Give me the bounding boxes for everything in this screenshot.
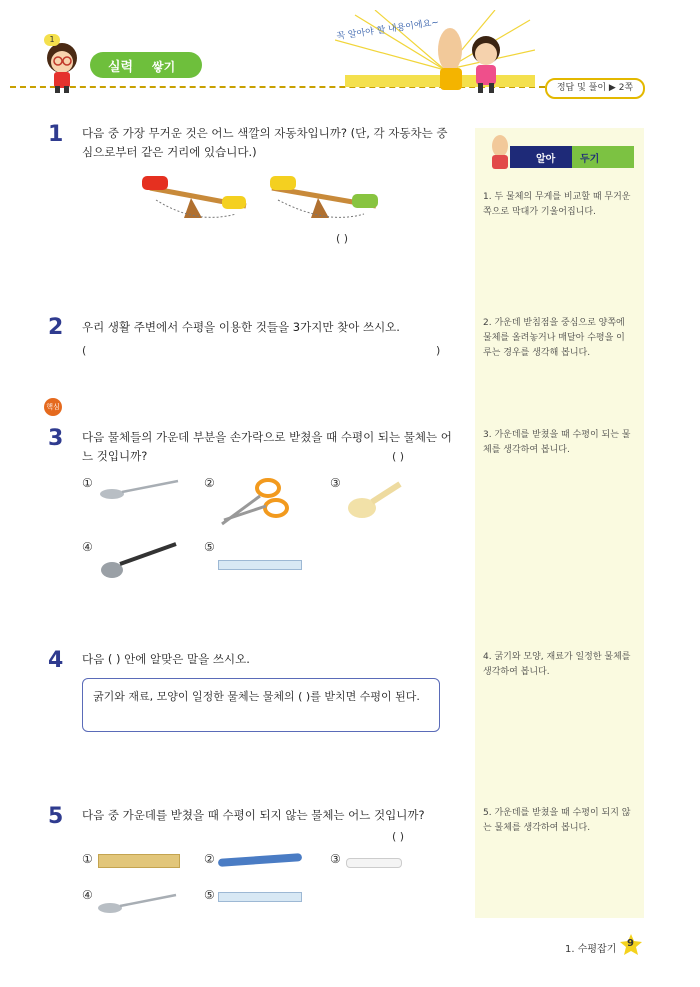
car-seesaw-illustration xyxy=(136,170,396,228)
question-number-4: 4 xyxy=(48,648,64,673)
sidebar-label2: 두기 xyxy=(580,154,600,165)
blue-rod-image xyxy=(218,853,302,867)
page-number: 9 xyxy=(627,938,634,949)
mascot-speech-text: 꼭 알아야 할 내용이에요~ xyxy=(336,17,440,43)
question-number-2: 2 xyxy=(48,315,64,340)
hint-2: 2. 가운데 받침점을 중심으로 양쪽에 물체를 올려놓거나 매달아 수평을 이루는 경우를 생각해 봅니다. xyxy=(483,318,625,358)
section-title-part1: 실력 xyxy=(108,60,134,75)
mascot-girl-image xyxy=(38,38,88,94)
question-number-5: 5 xyxy=(48,804,64,829)
q5-option-4-label[interactable]: ④ xyxy=(82,888,93,902)
spoon-icon xyxy=(96,892,180,916)
fill-in-box-text: 굵기와 재료, 모양이 일정한 물체는 물체의 ( )를 받치면 수평이 된다. xyxy=(93,690,420,703)
key-point-badge: 핵심 xyxy=(44,398,62,416)
question-text-5: 다음 중 가운데를 받쳤을 때 수평이 되지 않는 물체는 어느 것입니까? xyxy=(82,808,425,822)
question-text-1: 다음 중 가장 무거운 것은 어느 색깔의 자동차입니까? (단, 각 자동차는 중심으로부터 같은 거리에 있습니다.) xyxy=(82,126,448,159)
q5-option-5-label[interactable]: ⑤ xyxy=(204,888,215,902)
answer-blank-5[interactable]: ( ) xyxy=(392,830,405,843)
q3-option-2-label[interactable]: ② xyxy=(204,476,215,490)
wooden-block-image xyxy=(98,854,180,868)
rice-paddle-icon xyxy=(344,480,404,524)
sidebar-label1: 알아 xyxy=(536,154,556,165)
q5-option-1-label[interactable]: ① xyxy=(82,852,93,866)
chalk-image xyxy=(346,858,402,868)
answer-blank-3[interactable]: ( ) xyxy=(392,450,405,463)
q5-option-3-label[interactable]: ③ xyxy=(330,852,341,866)
q3-option-3-label[interactable]: ③ xyxy=(330,476,341,490)
sidebar-notes-panel xyxy=(475,128,644,918)
sidebar-header xyxy=(510,146,634,168)
page-number-badge xyxy=(620,934,642,956)
hint-3: 3. 가운데를 받쳤을 때 수평이 되는 물체를 생각하여 봅니다. xyxy=(483,430,631,455)
hint-1: 1. 두 물체의 무게를 비교할 때 무거운 쪽으로 막대가 기울어집니다. xyxy=(483,192,631,217)
chapter-label: 1. 수평잡기 xyxy=(565,944,617,955)
question-text-3: 다음 물체들의 가운데 부분을 손가락으로 받쳤을 때 수평이 되는 물체는 어느 것입니까? xyxy=(82,430,452,463)
spoon-icon xyxy=(98,478,182,502)
answer-reference-badge: 정답 및 풀이 ▶ 2쪽 xyxy=(545,78,645,99)
q5-option-2-label[interactable]: ② xyxy=(204,852,215,866)
answer-blank-1[interactable]: ( ) xyxy=(336,232,349,245)
ruler-image xyxy=(218,892,302,902)
question-text-4: 다음 ( ) 안에 알맞은 말을 쓰시오. xyxy=(82,652,250,666)
mascot-pair-image xyxy=(420,18,510,96)
fill-in-box[interactable] xyxy=(82,678,440,732)
hint-5: 5. 가운데를 받쳤을 때 수평이 되지 않는 물체를 생각하여 봅니다. xyxy=(483,808,631,833)
section-title-pill xyxy=(90,52,202,78)
q3-option-4-label[interactable]: ④ xyxy=(82,540,93,554)
q3-option-5-label[interactable]: ⑤ xyxy=(204,540,215,554)
mascot-tag: 1 xyxy=(44,34,60,46)
ladle-icon xyxy=(98,540,182,582)
question-text-2: 우리 생활 주변에서 수평을 이용한 것들을 3가지만 찾아 쓰시오. xyxy=(82,320,400,334)
answer-blank-2-open[interactable]: ( xyxy=(82,344,87,357)
ruler-image xyxy=(218,560,302,570)
section-title-part2: 쌓기 xyxy=(152,60,176,74)
question-number-1: 1 xyxy=(48,122,64,147)
question-number-3: 3 xyxy=(48,426,64,451)
scissors-icon xyxy=(218,476,290,530)
hint-4: 4. 굵기와 모양, 재료가 일정한 물체를 생각하여 봅니다. xyxy=(483,652,631,677)
answer-blank-2-close[interactable]: ) xyxy=(436,344,441,357)
q3-option-1-label[interactable]: ① xyxy=(82,476,93,490)
